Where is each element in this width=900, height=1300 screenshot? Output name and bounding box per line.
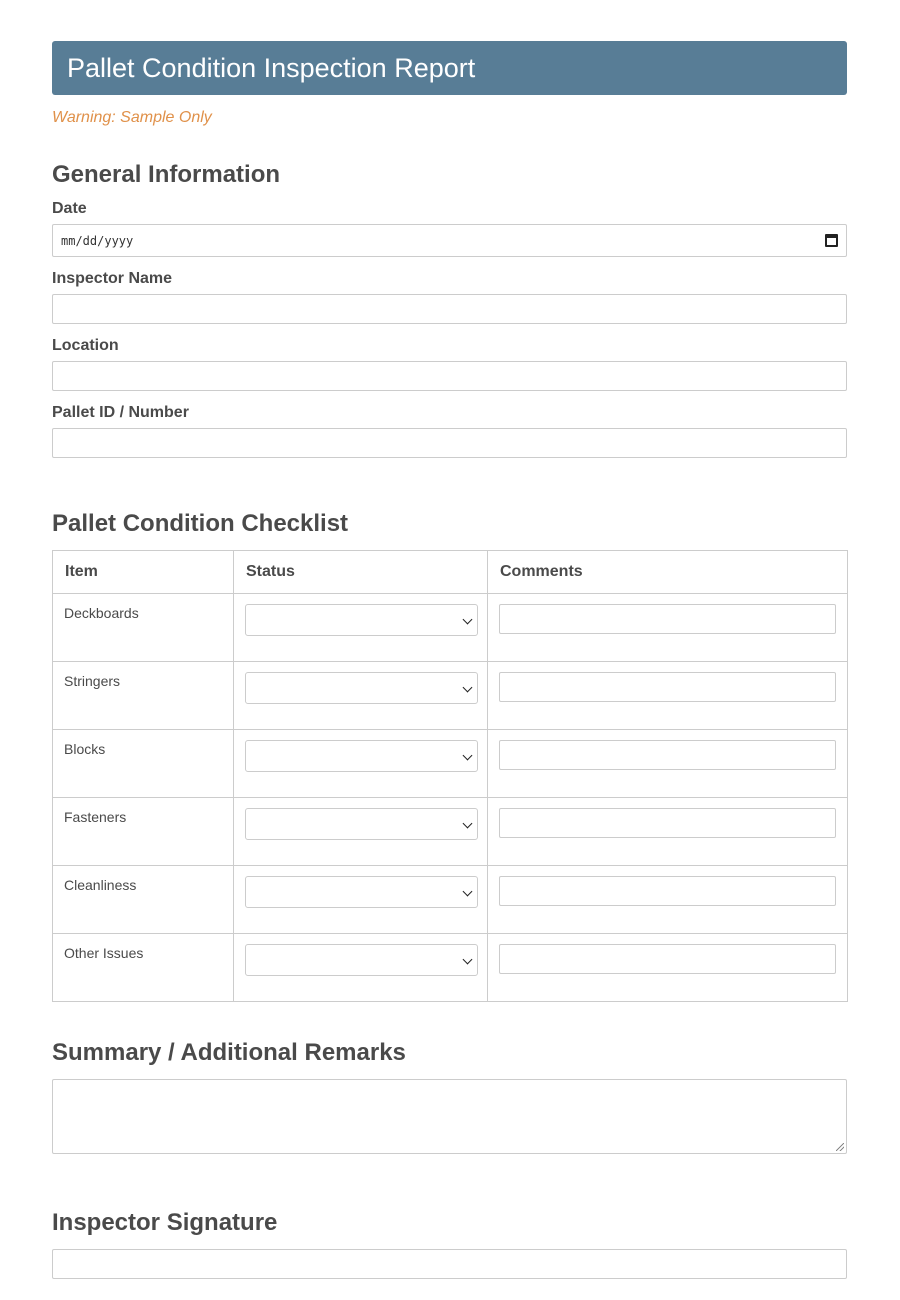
calendar-icon[interactable]: [825, 234, 838, 247]
report-form: [52, 41, 847, 1279]
status-select[interactable]: [245, 604, 478, 636]
page-title: Pallet Condition Inspection Report: [67, 52, 476, 83]
summary-textarea[interactable]: [52, 1079, 847, 1154]
comments-input[interactable]: [499, 944, 836, 974]
title-bar: [52, 41, 847, 95]
pallet-id-input[interactable]: [52, 428, 847, 458]
item-cell: Deckboards: [53, 594, 234, 662]
checklist-heading: Pallet Condition Checklist: [52, 510, 349, 537]
item-cell: Blocks: [53, 730, 234, 798]
comments-input[interactable]: [499, 740, 836, 770]
chevron-down-icon: [463, 751, 473, 761]
table-row: [53, 662, 848, 730]
status-cell: [234, 934, 488, 1002]
comments-cell: [488, 662, 848, 730]
summary-heading: Summary / Additional Remarks: [52, 1039, 406, 1066]
status-select[interactable]: [245, 672, 478, 704]
signature-input[interactable]: [52, 1249, 847, 1279]
chevron-down-icon: [463, 819, 473, 829]
column-header-status: Status: [234, 551, 488, 594]
table-row: [53, 594, 848, 662]
comments-cell: [488, 798, 848, 866]
status-select[interactable]: [245, 944, 478, 976]
inspector-name-input[interactable]: [52, 294, 847, 324]
sample-warning: Warning: Sample Only: [52, 109, 212, 126]
item-cell: Stringers: [53, 662, 234, 730]
comments-cell: [488, 594, 848, 662]
item-cell: Other Issues: [53, 934, 234, 1002]
location-label: Location: [52, 337, 119, 354]
date-placeholder: mm/dd/yyyy: [61, 233, 134, 248]
table-row: [53, 934, 848, 1002]
signature-heading: Inspector Signature: [52, 1209, 278, 1236]
status-cell: [234, 730, 488, 798]
status-cell: [234, 594, 488, 662]
comments-cell: [488, 934, 848, 1002]
item-cell: Cleanliness: [53, 866, 234, 934]
table-row: [53, 730, 848, 798]
checklist-header-row: [53, 551, 848, 594]
status-cell: [234, 798, 488, 866]
status-select[interactable]: [245, 808, 478, 840]
general-information-heading: General Information: [52, 161, 281, 188]
date-input[interactable]: [52, 224, 847, 257]
status-select[interactable]: [245, 876, 478, 908]
comments-input[interactable]: [499, 876, 836, 906]
column-header-item: Item: [53, 551, 234, 594]
comments-cell: [488, 866, 848, 934]
comments-input[interactable]: [499, 808, 836, 838]
chevron-down-icon: [463, 683, 473, 693]
table-row: [53, 866, 848, 934]
location-input[interactable]: [52, 361, 847, 391]
status-cell: [234, 662, 488, 730]
status-select[interactable]: [245, 740, 478, 772]
inspector-name-label: Inspector Name: [52, 270, 173, 287]
chevron-down-icon: [463, 955, 473, 965]
chevron-down-icon: [463, 887, 473, 897]
status-cell: [234, 866, 488, 934]
comments-input[interactable]: [499, 672, 836, 702]
comments-input[interactable]: [499, 604, 836, 634]
column-header-comments: Comments: [488, 551, 848, 594]
checklist-table: [52, 550, 848, 1002]
table-row: [53, 798, 848, 866]
comments-cell: [488, 730, 848, 798]
resize-handle-icon[interactable]: [836, 1143, 844, 1151]
item-cell: Fasteners: [53, 798, 234, 866]
pallet-id-label: Pallet ID / Number: [52, 404, 189, 421]
date-label: Date: [52, 200, 87, 217]
chevron-down-icon: [463, 615, 473, 625]
